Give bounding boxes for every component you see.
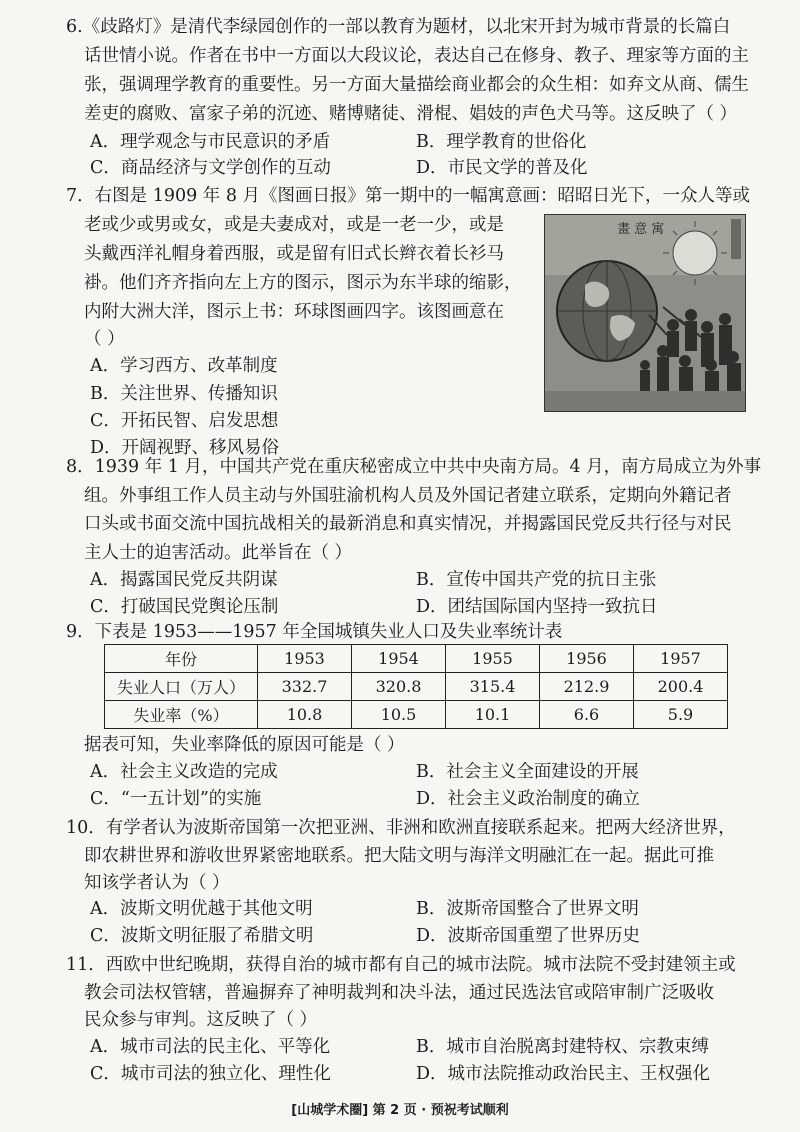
- q10-line-1: 10．有学者认为波斯帝国第一次把亚洲、非洲和欧洲直接联系起来。把两大经济世界，: [66, 818, 736, 838]
- image-caption: 畫 意 寓: [617, 222, 665, 237]
- unemployment-table: [104, 644, 728, 729]
- q6-option-c: C．商品经济与文学创作的互动: [90, 158, 331, 178]
- table-cell: 失业率（%）: [105, 701, 258, 729]
- q9-option-a: A．社会主义改造的完成: [90, 762, 278, 782]
- table-header-cell: 1953: [258, 645, 352, 673]
- table-header-cell: 1954: [352, 645, 446, 673]
- table-row: [105, 673, 728, 701]
- q9-option-b: B．社会主义全面建设的开展: [416, 762, 639, 782]
- table-cell: 失业人口（万人）: [105, 673, 258, 701]
- table-header-cell: 1955: [446, 645, 540, 673]
- q7-line-6: （ ）: [84, 329, 125, 349]
- q7-line-5: 内附大洲大洋，图示上书：环球图画四字。该图画意在: [84, 302, 504, 322]
- q11-option-d: D．城市法院推动政治民主、王权强化: [416, 1064, 711, 1084]
- q11-line-1: 11．西欧中世纪晚期，获得自治的城市都有自己的城市法院。城市法院不受封建领主或: [66, 955, 736, 975]
- q11-option-b: B．城市自治脱离封建特权、宗教束缚: [416, 1037, 709, 1057]
- q8-line-4: 主人士的迫害活动。此举旨在（ ）: [84, 543, 353, 563]
- q8-line-1: 8．1939 年 1 月，中国共产党在重庆秘密成立中共中央南方局。4 月，南方局成立为外事: [66, 457, 762, 477]
- table-cell: 332.7: [258, 673, 352, 701]
- table-row: [105, 701, 728, 729]
- q11-line-3: 民众参与审判。这反映了（ ）: [84, 1010, 318, 1030]
- q7-line-4: 褂。他们齐齐指向左上方的图示，图示为东半球的缩影，: [84, 273, 522, 293]
- q7-option-d: D．开阔视野、移风易俗: [90, 438, 280, 458]
- q11-option-a: A．城市司法的民主化、平等化: [90, 1037, 331, 1057]
- table-cell: 10.5: [352, 701, 446, 729]
- table-header-row: [105, 645, 728, 673]
- q10-option-a: A．波斯文明优越于其他文明: [90, 899, 313, 919]
- q11-option-c: C．城市司法的独立化、理性化: [90, 1064, 331, 1084]
- q7-line-2: 老或少或男或女，或是夫妻成对，或是一老一少，或是: [84, 215, 504, 235]
- table-header-cell: 年份: [105, 645, 258, 673]
- q6-line-2: 话世情小说。作者在书中一方面以大段议论，表达自己在修身、教子、理家等方面的主: [84, 46, 749, 66]
- q11-line-2: 教会司法权管辖，普遍摒弃了神明裁判和决斗法，通过民选法官或陪审制广泛吸收: [84, 983, 714, 1003]
- q9-line-1: 9．下表是 1953——1957 年全国城镇失业人口及失业率统计表: [66, 622, 563, 642]
- q8-option-b: B．宣传中国共产党的抗日主张: [416, 570, 657, 590]
- q9-line-2: 据表可知，失业率降低的原因可能是（ ）: [84, 735, 405, 755]
- table-cell: 315.4: [446, 673, 540, 701]
- q8-option-d: D．团结国际国内坚持一致抗日: [416, 597, 658, 617]
- table-header-cell: 1957: [634, 645, 728, 673]
- q6-option-a: A．理学观念与市民意识的矛盾: [90, 132, 331, 152]
- table-header-cell: 1956: [540, 645, 634, 673]
- table-cell: 6.6: [540, 701, 634, 729]
- q10-option-d: D．波斯帝国重塑了世界历史: [416, 926, 641, 946]
- q7-option-b: B．关注世界、传播知识: [90, 384, 278, 404]
- q6-line-3: 张，强调理学教育的重要性。另一方面大量描绘商业都会的众生相：如弃文从商、儒生: [84, 75, 749, 95]
- table-cell: 5.9: [634, 701, 728, 729]
- q10-line-3: 知该学者认为（ ）: [84, 873, 230, 893]
- allegory-illustration: [545, 215, 745, 411]
- q10-option-b: B．波斯帝国整合了世界文明: [416, 899, 639, 919]
- q7-option-a: A．学习西方、改革制度: [90, 356, 278, 376]
- q8-option-c: C．打破国民党舆论压制: [90, 597, 279, 617]
- q6-option-b: B．理学教育的世俗化: [416, 132, 587, 152]
- page-footer: [山城学术圈] 第 2 页 · 预祝考试顺利: [291, 1103, 509, 1118]
- table-cell: 200.4: [634, 673, 728, 701]
- q7-line-1: 7．右图是 1909 年 8 月《图画日报》第一期中的一幅寓意画：昭昭日光下，一众人等或: [66, 186, 751, 206]
- q6-line-4: 差吏的腐败、富家子弟的沉迹、赌博赌徒、滑棍、娼妓的声色犬马等。这反映了（ ）: [84, 104, 738, 124]
- q10-line-2: 即农耕世界和游收世界紧密地联系。把大陆文明与海洋文明融汇在一起。据此可推: [84, 846, 714, 866]
- q8-line-3: 口头或书面交流中国抗战相关的最新消息和真实情况，并揭露国民党反共行径与对民: [84, 514, 732, 534]
- q7-line-3: 头戴西洋礼帽身着西服，或是留有旧式长辫衣着长衫马: [84, 244, 504, 264]
- q9-option-d: D．社会主义政治制度的确立: [416, 789, 641, 809]
- q10-option-c: C．波斯文明征服了希腊文明: [90, 926, 314, 946]
- q7-allegory-image: [544, 214, 746, 412]
- table-cell: 10.1: [446, 701, 540, 729]
- q9-option-c: C．“一五计划”的实施: [90, 789, 262, 809]
- q6-option-d: D．市民文学的普及化: [416, 158, 588, 178]
- table-cell: 212.9: [540, 673, 634, 701]
- q8-option-a: A．揭露国民党反共阴谋: [90, 570, 278, 590]
- q8-line-2: 组。外事组工作人员主动与外国驻渝机构人员及外国记者建立联系，定期向外籍记者: [84, 486, 732, 506]
- table-cell: 10.8: [258, 701, 352, 729]
- q6-line-1: 6.《歧路灯》是清代李绿园创作的一部以教育为题材，以北宋开封为城市背景的长篇白: [66, 17, 731, 37]
- table-cell: 320.8: [352, 673, 446, 701]
- q7-option-c: C．开拓民智、启发思想: [90, 411, 279, 431]
